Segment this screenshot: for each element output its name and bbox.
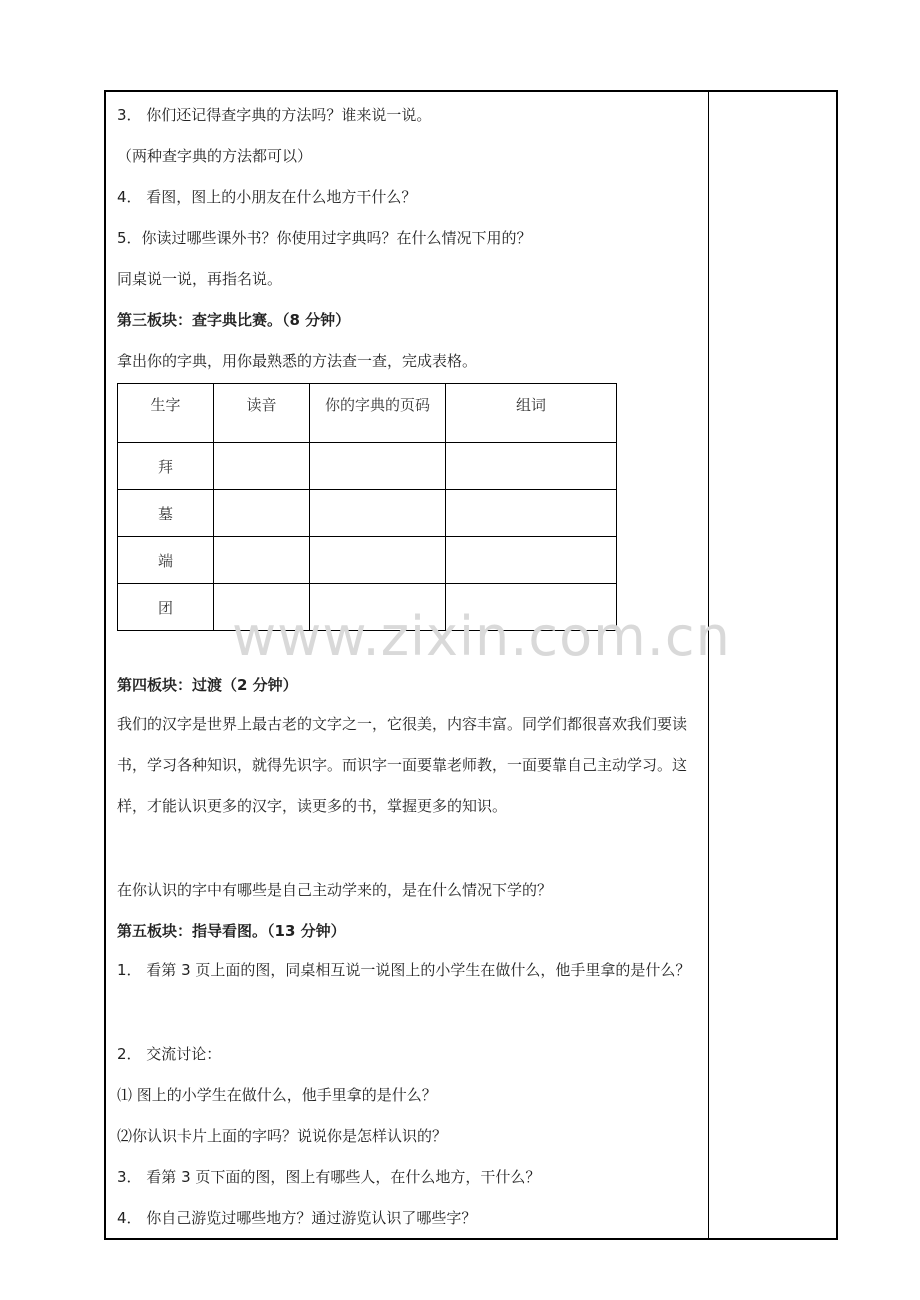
picture-question-3: 3． 看第 3 页下面的图，图上有哪些人，在什么地方，干什么？	[117, 1168, 541, 1186]
character-cell: 团	[118, 584, 214, 631]
question-4: 4． 看图，图上的小朋友在什么地方干什么？	[117, 188, 417, 206]
table-row	[118, 490, 617, 537]
table-cell	[446, 537, 617, 584]
table-header-row	[118, 384, 617, 443]
section-4-heading: 第四板块：过渡（2 分钟）	[117, 676, 298, 694]
picture-question-1: 1． 看第 3 页上面的图，同桌相互说一说图上的小学生在做什么，他手里拿的是什么？	[117, 961, 691, 979]
table-cell	[446, 443, 617, 490]
table-row	[118, 537, 617, 584]
table-cell	[446, 490, 617, 537]
question-3: 3． 你们还记得查字典的方法吗？谁来说一说。	[117, 106, 432, 124]
table-cell	[310, 443, 446, 490]
dictionary-table	[117, 383, 617, 631]
table-cell	[214, 537, 310, 584]
character-cell: 墓	[118, 490, 214, 537]
sub-question-2: ⑵你认识卡片上面的字吗？说说你是怎样认识的？	[117, 1127, 448, 1145]
instruction-discuss: 同桌说一说，再指名说。	[117, 270, 283, 288]
note-two-methods: （两种查字典的方法都可以）	[117, 147, 313, 165]
section-5-heading: 第五板块：指导看图。（13 分钟）	[117, 922, 346, 940]
header-cell: 读音	[214, 384, 310, 443]
header-cell: 组词	[446, 384, 617, 443]
question-self-learned: 在你认识的字中有哪些是自己主动学来的，是在什么情况下学的？	[117, 881, 553, 899]
header-cell: 你的字典的页码	[310, 384, 446, 443]
question-5: 5．你读过哪些课外书？你使用过字典吗？在什么情况下用的？	[117, 229, 532, 247]
table-instruction: 拿出你的字典，用你最熟悉的方法查一查，完成表格。	[117, 352, 478, 370]
character-cell: 拜	[118, 443, 214, 490]
section-3-heading: 第三板块：查字典比赛。（8 分钟）	[117, 311, 351, 329]
table-cell	[310, 490, 446, 537]
picture-question-4: 4． 你自己游览过哪些地方？通过游览认识了哪些字？	[117, 1209, 477, 1227]
table-row	[118, 443, 617, 490]
table-cell	[214, 443, 310, 490]
transition-paragraph: 我们的汉字是世界上最古老的文字之一，它很美，内容丰富。同学们都很喜欢我们要读书，学习各种知识，就得先识字。而识字一面要靠老师教，一面要靠自己主动学习。这样，才能认识更多的汉字，读更多的书，掌握更多的知识。	[117, 715, 688, 815]
table-cell	[310, 537, 446, 584]
sub-question-1: ⑴ 图上的小学生在做什么，他手里拿的是什么？	[117, 1086, 437, 1104]
table-cell	[214, 490, 310, 537]
character-cell: 端	[118, 537, 214, 584]
site-watermark: www.zixin.com.cn	[232, 605, 731, 668]
picture-question-2: 2． 交流讨论：	[117, 1045, 222, 1063]
header-cell: 生字	[118, 384, 214, 443]
